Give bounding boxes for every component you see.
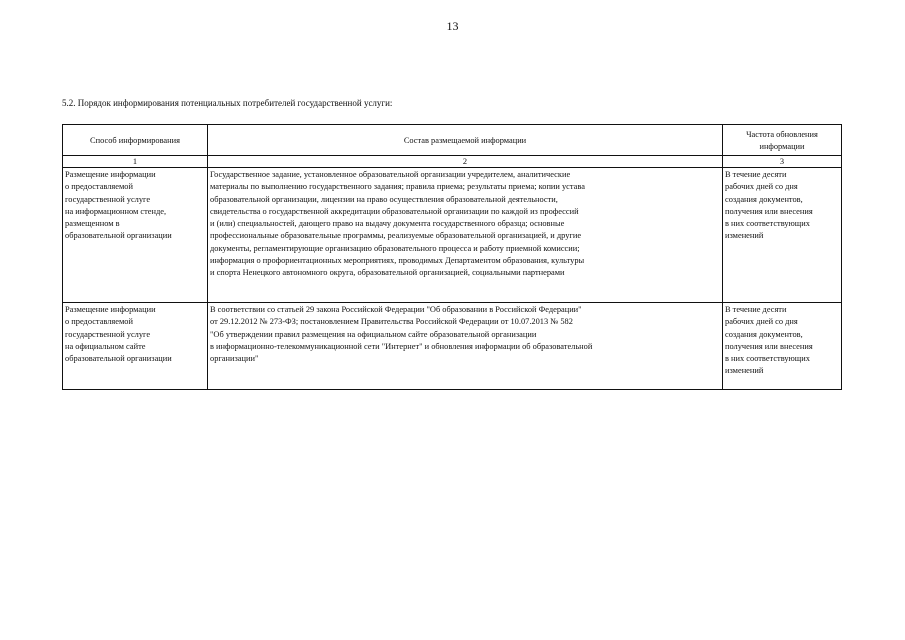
frequency-line: получения или внесения [725, 341, 813, 351]
content-line: свидетельства о государственной аккредитации образовательной организации по каждой из профессий [210, 206, 579, 216]
frequency-line: В течение десяти [725, 305, 787, 314]
frequency-line: В течение десяти [725, 170, 787, 179]
frequency-line: в них соответствующих [725, 219, 810, 229]
content-line: "Об утверждении правил размещения на официальном сайте образовательной организации [210, 329, 537, 339]
method-line: государственной услуге [65, 329, 151, 339]
content-line: Государственное задание, установленное образовательной организации учредителем, аналитические [210, 170, 571, 179]
frequency-line: создания документов, [725, 194, 803, 204]
frequency-cell [723, 168, 842, 303]
frequency-line: изменений [725, 366, 764, 376]
frequency-line: создания документов, [725, 329, 803, 339]
content-line: образовательной организации, лицензии на право осуществления образовательной деятельности, [210, 194, 558, 204]
information-table [62, 124, 842, 390]
content-line: материалы по выполнению государственного задания; правила приема; результаты приема; копии устава [210, 182, 585, 192]
content-line: информация о профориентационных мероприятиях, проводимых Департаментом образования, культуры [210, 256, 585, 266]
header-frequency: Частота обновления информации [723, 125, 842, 156]
column-number-row [63, 156, 842, 168]
content-line: в информационно-телекоммуникационной сети "Интернет" и обновления информации об образовательной [210, 341, 593, 351]
content-line: и (или) специальностей, дающего право на выдачу документа государственного образца; основные [210, 219, 565, 229]
method-cell [63, 303, 208, 390]
page-number: 13 [446, 19, 459, 33]
method-line: Размещение информации [65, 305, 156, 314]
frequency-line: получения или внесения [725, 206, 813, 216]
method-line: на информационном стенде, [65, 206, 167, 216]
content-line: организации" [210, 354, 259, 364]
table-row [63, 168, 842, 303]
frequency-line: изменений [725, 231, 764, 241]
method-line: о предоставляемой [65, 182, 133, 192]
column-number-2: 2 [208, 156, 723, 168]
method-line: на официальном сайте [65, 341, 146, 351]
content-cell [208, 168, 723, 303]
frequency-line: рабочих дней со дня [725, 182, 798, 192]
frequency-line: в них соответствующих [725, 354, 810, 364]
content-cell [208, 303, 723, 390]
column-number-3: 3 [723, 156, 842, 168]
method-line: образовательной организации [65, 354, 172, 364]
method-line: размещенном в [65, 219, 120, 229]
section-heading: 5.2. Порядок информирования потенциальных потребителей государственной услуги: [62, 98, 393, 108]
content-line: и спорта Ненецкого автономного округа, образовательной организацией, социальными партнерами [210, 268, 565, 278]
method-line: образовательной организации [65, 231, 172, 241]
method-cell [63, 168, 208, 303]
content-line: документы, регламентирующие организацию образовательного процесса и работу приемной комиссии; [210, 243, 580, 253]
column-number-1: 1 [63, 156, 208, 168]
method-line: государственной услуге [65, 194, 151, 204]
method-line: Размещение информации [65, 170, 156, 179]
content-line: В соответствии со статьей 29 закона Российской Федерации "Об образовании в Российской Федерации" [210, 305, 582, 314]
frequency-line: рабочих дней со дня [725, 317, 798, 327]
header-content: Состав размещаемой информации [208, 125, 723, 156]
content-line: профессиональные образовательные программы, реализуемые образовательной организацией, и другие [210, 231, 582, 241]
content-line: от 29.12.2012 № 273-ФЗ; постановлением Правительства Российской Федерации от 10.07.2013 № 582 [210, 317, 573, 327]
method-line: о предоставляемой [65, 317, 133, 327]
frequency-cell [723, 303, 842, 390]
header-method: Способ информирования [63, 125, 208, 156]
table-row [63, 303, 842, 390]
table-header-row [63, 125, 842, 156]
